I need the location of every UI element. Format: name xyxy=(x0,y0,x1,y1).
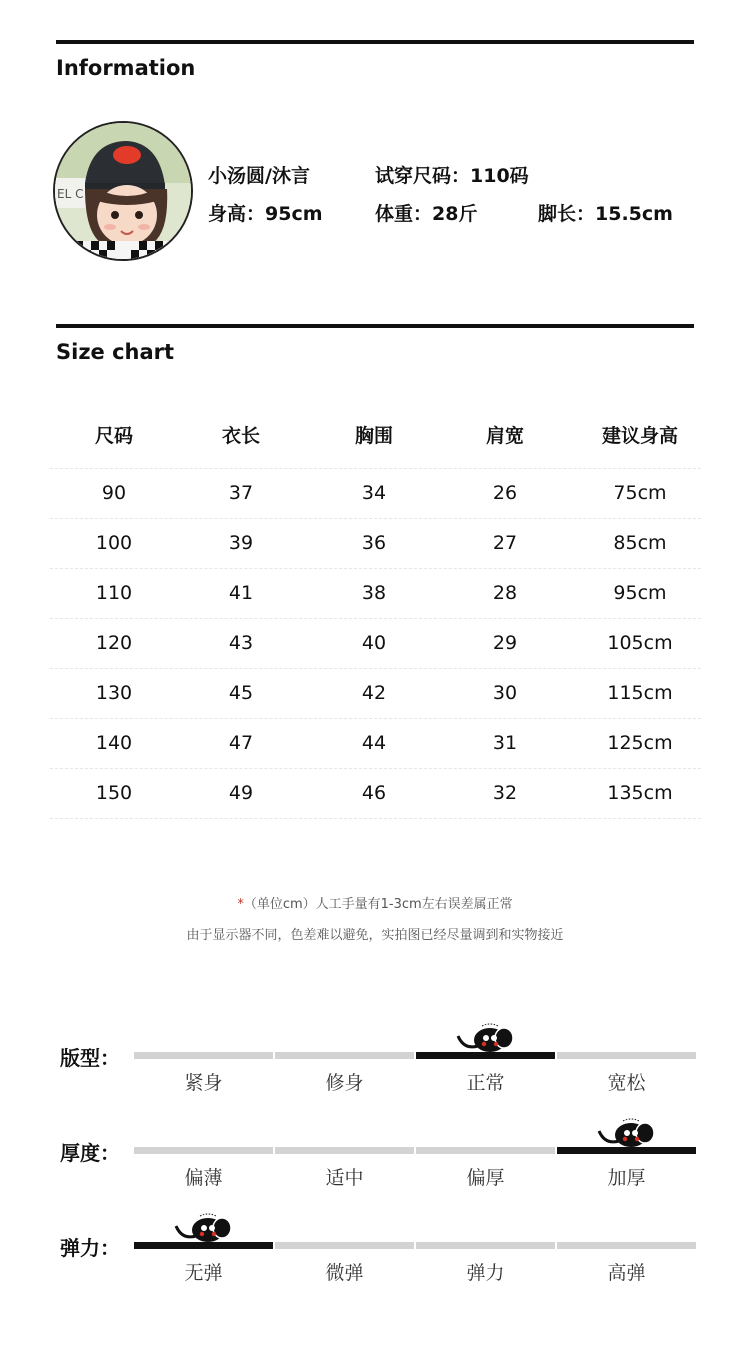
table-row xyxy=(50,569,701,619)
color-difference-note: 由于显示器不同，色差难以避免，实拍图已经尽量调到和实物接近 xyxy=(186,928,564,943)
size-chart-title: Size chart xyxy=(56,340,175,364)
cell-size: 110 xyxy=(95,582,133,604)
feature-segment xyxy=(275,1242,414,1249)
cell-length: 41 xyxy=(228,582,254,604)
table-row xyxy=(50,669,701,719)
feature-option-label: 弹力 xyxy=(466,1262,505,1284)
cell-shoulder: 31 xyxy=(492,732,518,754)
cell-height: 95cm xyxy=(613,582,667,604)
cell-height: 105cm xyxy=(607,632,673,654)
feature-option-label: 微弹 xyxy=(325,1262,364,1284)
feature-option-label: 偏厚 xyxy=(466,1167,505,1189)
feature-option-label: 紧身 xyxy=(184,1072,223,1094)
cell-chest: 34 xyxy=(361,482,387,504)
cell-size: 100 xyxy=(95,532,133,554)
cell-size: 120 xyxy=(95,632,133,654)
table-row xyxy=(50,519,701,569)
cell-length: 37 xyxy=(228,482,254,504)
feature-option-label: 偏薄 xyxy=(184,1167,223,1189)
feature-label: 版型： xyxy=(60,1046,120,1070)
cell-size: 90 xyxy=(101,482,127,504)
cell-length: 39 xyxy=(228,532,254,554)
feature-option-label: 无弹 xyxy=(184,1262,223,1284)
selection-mascot-icon xyxy=(174,1210,234,1244)
feature-segment xyxy=(275,1147,414,1154)
cell-shoulder: 30 xyxy=(492,682,518,704)
model-foot-length: 脚长：15.5cm xyxy=(538,203,673,225)
cell-chest: 36 xyxy=(361,532,387,554)
feature-option-label: 修身 xyxy=(325,1072,364,1094)
model-height: 身高：95cm xyxy=(208,203,323,225)
header-chest: 胸围 xyxy=(354,425,393,447)
model-avatar xyxy=(53,121,193,261)
selection-mascot-icon xyxy=(456,1020,516,1054)
cell-length: 45 xyxy=(228,682,254,704)
cell-shoulder: 29 xyxy=(492,632,518,654)
model-name: 小汤圆/沐言 xyxy=(208,165,310,187)
note-star: * xyxy=(237,897,244,912)
cell-chest: 40 xyxy=(361,632,387,654)
feature-option-label: 正常 xyxy=(466,1072,505,1094)
cell-height: 115cm xyxy=(607,682,673,704)
cell-chest: 42 xyxy=(361,682,387,704)
feature-segment xyxy=(134,1052,273,1059)
feature-option-label: 适中 xyxy=(325,1167,364,1189)
cell-length: 49 xyxy=(228,782,254,804)
cell-shoulder: 27 xyxy=(492,532,518,554)
cell-shoulder: 26 xyxy=(492,482,518,504)
cell-height: 85cm xyxy=(613,532,667,554)
table-header-row xyxy=(50,404,701,469)
cell-height: 75cm xyxy=(613,482,667,504)
cell-shoulder: 28 xyxy=(492,582,518,604)
cell-size: 150 xyxy=(95,782,133,804)
feature-segment xyxy=(557,1052,696,1059)
table-row xyxy=(50,719,701,769)
cell-size: 130 xyxy=(95,682,133,704)
feature-option-label: 高弹 xyxy=(607,1262,646,1284)
information-title: Information xyxy=(56,56,196,80)
table-row xyxy=(50,619,701,669)
child-photo-illustration xyxy=(55,123,191,259)
cell-chest: 38 xyxy=(361,582,387,604)
cell-shoulder: 32 xyxy=(492,782,518,804)
feature-segment xyxy=(557,1242,696,1249)
size-table xyxy=(50,404,701,819)
table-row xyxy=(50,469,701,519)
feature-segment xyxy=(134,1147,273,1154)
cell-chest: 46 xyxy=(361,782,387,804)
table-row xyxy=(50,769,701,819)
feature-option-label: 宽松 xyxy=(607,1072,646,1094)
cell-height: 125cm xyxy=(607,732,673,754)
header-shoulder: 肩宽 xyxy=(485,425,524,447)
feature-option-label: 加厚 xyxy=(607,1167,646,1189)
cell-size: 140 xyxy=(95,732,133,754)
header-length: 衣长 xyxy=(221,425,260,447)
feature-segment xyxy=(275,1052,414,1059)
header-size: 尺码 xyxy=(94,425,133,447)
size-chart-divider xyxy=(56,324,694,328)
feature-segment xyxy=(416,1242,555,1249)
model-weight: 体重：28斤 xyxy=(375,203,478,225)
note-line1: （单位cm）人工手量有1-3cm左右误差属正常 xyxy=(243,897,513,912)
cell-length: 43 xyxy=(228,632,254,654)
top-divider xyxy=(56,40,694,44)
cell-length: 47 xyxy=(228,732,254,754)
svg-text:EL C: EL C xyxy=(57,187,84,201)
measurement-note xyxy=(0,893,750,912)
cell-height: 135cm xyxy=(607,782,673,804)
feature-label: 厚度： xyxy=(60,1141,120,1165)
selection-mascot-icon xyxy=(597,1115,657,1149)
feature-segment xyxy=(416,1147,555,1154)
feature-label: 弹力： xyxy=(60,1236,120,1260)
cell-chest: 44 xyxy=(361,732,387,754)
model-trial-size: 试穿尺码：110码 xyxy=(375,165,529,187)
header-suggested-height: 建议身高 xyxy=(601,425,678,447)
